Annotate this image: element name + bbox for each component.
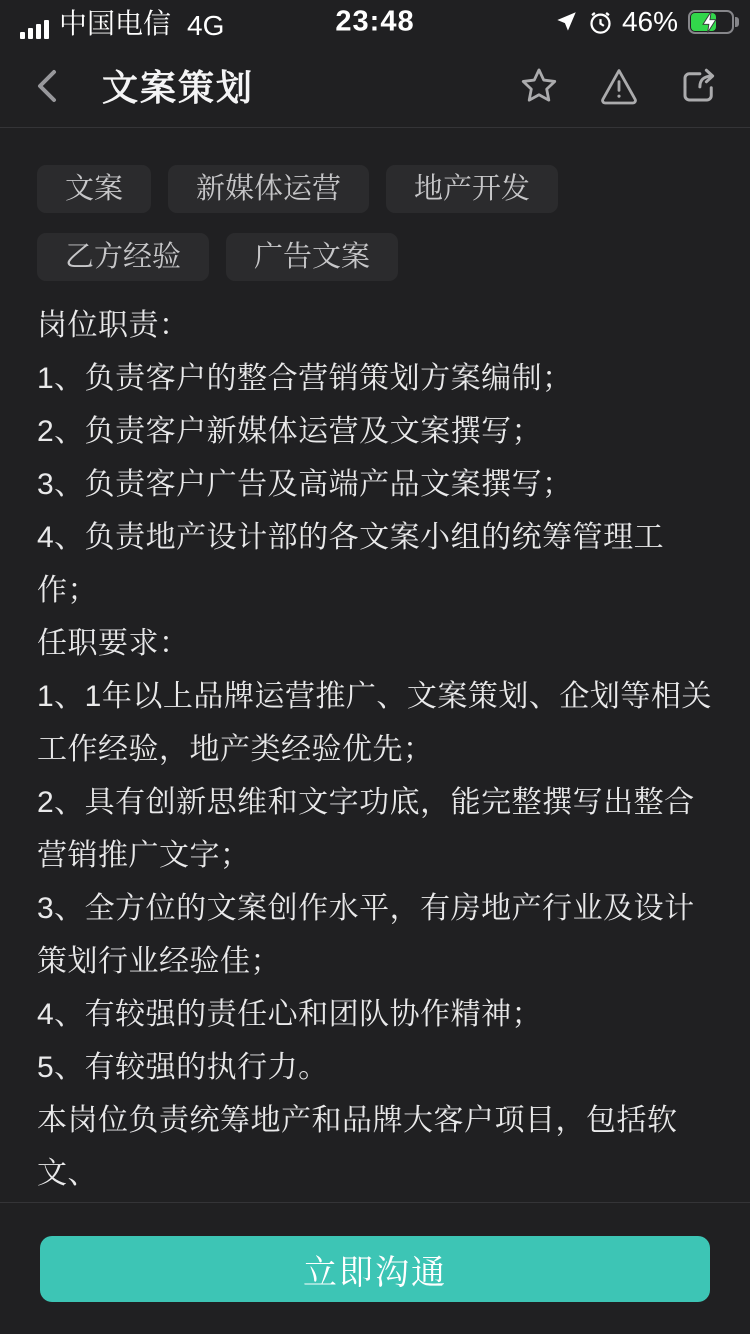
requirement-item: 5、有较强的执行力。: [37, 1051, 329, 1084]
responsibility-item: 4、负责地产设计部的各文案小组的统筹管理工作；: [37, 521, 665, 607]
favorite-star-button[interactable]: [518, 65, 560, 107]
share-button[interactable]: [678, 65, 720, 107]
chat-now-button[interactable]: 立即沟通: [40, 1236, 710, 1302]
footer-bar: [0, 1202, 750, 1334]
tag-item: 地产开发: [386, 165, 558, 213]
tag-item: 乙方经验: [37, 233, 209, 281]
status-right: [553, 6, 734, 38]
alarm-clock-icon: [587, 9, 614, 36]
clock-time: 23:48: [335, 5, 415, 38]
responsibility-item: 2、负责客户新媒体运营及文案撰写；: [37, 415, 543, 448]
signal-strength-icon: [20, 20, 49, 42]
skill-tags: [37, 165, 713, 281]
status-left: [20, 2, 224, 42]
summary-text: 本岗位负责统筹地产和品牌大客户项目，包括软文、: [37, 1104, 678, 1190]
nav-bar: [0, 44, 750, 128]
back-button[interactable]: [34, 62, 74, 110]
status-bar: [0, 0, 750, 44]
responsibility-item: 1、负责客户的整合营销策划方案编制；: [37, 362, 573, 395]
network-type-label: 4G: [187, 10, 225, 41]
location-arrow-icon: [553, 9, 579, 35]
tag-item: 文案: [37, 165, 151, 213]
requirement-item: 4、有较强的责任心和团队协作精神；: [37, 998, 543, 1031]
requirement-item: 2、具有创新思维和文字功底，能完整撰写出整合营销推广文字；: [37, 786, 695, 872]
responsibility-item: 3、负责客户广告及高端产品文案撰写；: [37, 468, 573, 501]
nav-actions: [518, 65, 720, 107]
requirements-title: 任职要求：: [37, 627, 190, 660]
responsibilities-title: 岗位职责：: [37, 309, 190, 342]
requirement-item: 1、1年以上品牌运营推广、文案策划、企划等相关工作经验，地产类经验优先；: [37, 680, 712, 766]
job-description-text: [37, 299, 713, 1200]
report-warning-button[interactable]: [598, 65, 640, 107]
battery-charging-icon: [688, 10, 734, 34]
carrier-label: 中国电信: [59, 8, 172, 39]
tag-item: 广告文案: [226, 233, 398, 281]
requirement-item: 3、全方位的文案创作水平，有房地产行业及设计策划行业经验佳；: [37, 892, 695, 978]
tag-item: 新媒体运营: [168, 165, 369, 213]
page-title: 文案策划: [102, 67, 255, 108]
battery-percent-label: 46%: [621, 6, 678, 37]
job-description-content: [0, 165, 750, 1200]
